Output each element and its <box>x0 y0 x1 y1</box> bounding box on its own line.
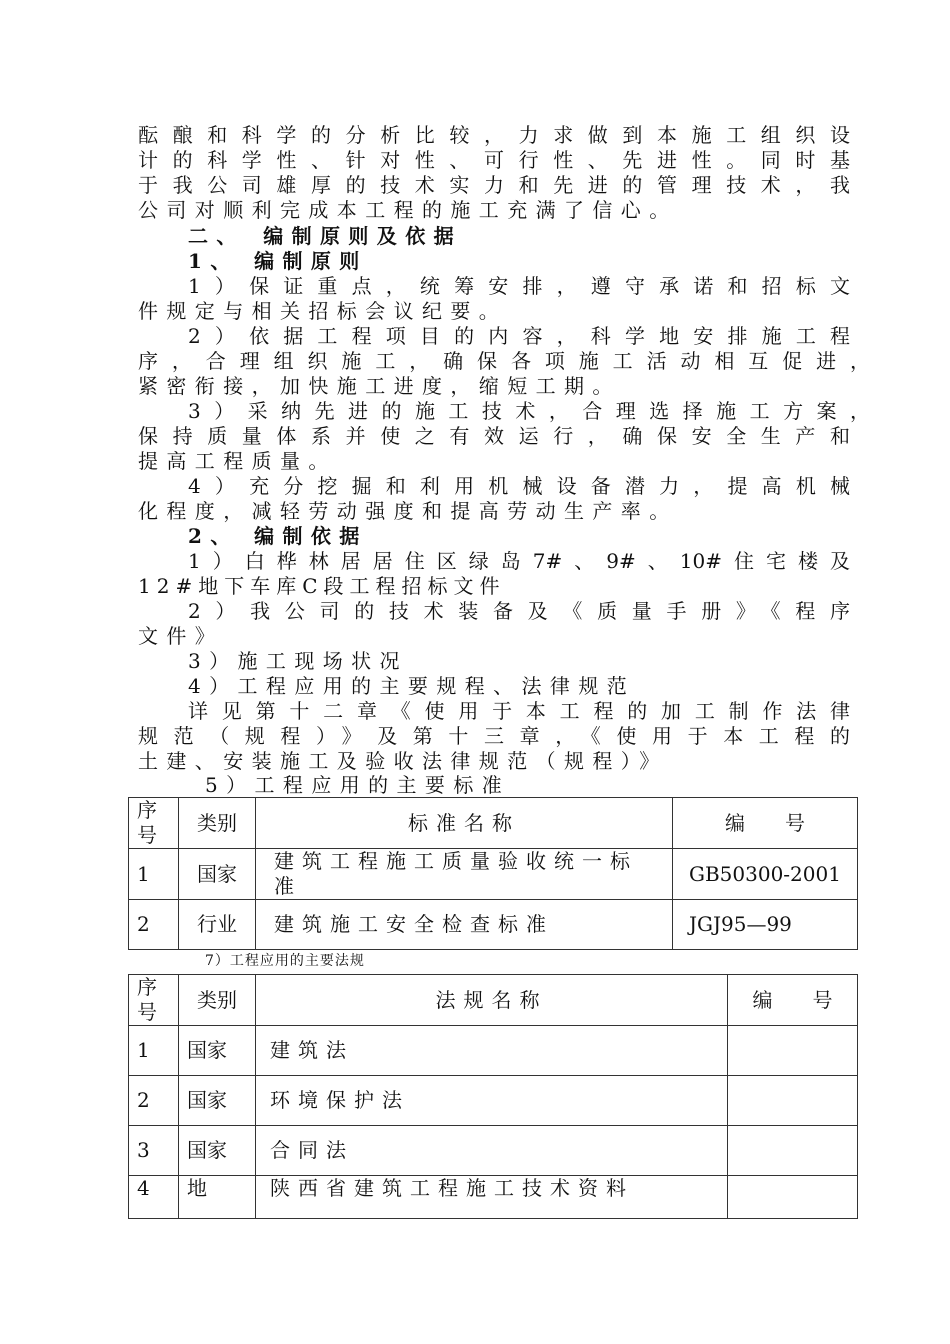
row-code <box>728 1176 858 1219</box>
body-line: 件规定与相关招标会议纪要。 <box>138 299 508 323</box>
body-line: 计的科学性、针对性、可行性、先进性。同时基 <box>138 148 850 172</box>
row-name: 建筑施工安全检查标准 <box>256 900 673 950</box>
body-line: 2）依据工程项目的内容，科学地安排施工程 <box>188 324 850 348</box>
row-code <box>728 1026 858 1076</box>
row-category: 国家 <box>179 1076 256 1126</box>
body-line: 于我公司雄厚的技术实力和先进的管理技术，我 <box>138 173 850 197</box>
laws-table <box>128 974 858 1219</box>
row-category: 地 <box>179 1176 256 1219</box>
row-no: 3 <box>129 1126 179 1176</box>
subsection-heading: 2、 编制依据 <box>188 524 368 548</box>
subsection-heading: 1、 编制原则 <box>188 249 368 273</box>
row-name: 陕西省建筑工程施工技术资料 <box>256 1176 728 1219</box>
row-code: GB50300-2001 <box>673 849 858 900</box>
table-row <box>129 1126 858 1176</box>
header-category: 类别 <box>179 975 256 1026</box>
body-line: 4）充分挖掘和利用机械设备潜力，提高机械 <box>188 474 850 498</box>
row-code <box>728 1076 858 1126</box>
header-name: 法规名称 <box>256 975 728 1026</box>
section-heading: 二、 编制原则及依据 <box>188 224 462 248</box>
body-line: 保持质量体系并使之有效运行，确保安全生产和 <box>138 424 850 448</box>
body-line: 提高工程质量。 <box>138 449 337 473</box>
header-category: 类别 <box>179 798 256 849</box>
row-name: 建筑工程施工质量验收统一标准 <box>256 849 673 900</box>
row-category: 国家 <box>179 1026 256 1076</box>
row-no: 2 <box>129 900 179 950</box>
body-line: 12#地下车库C段工程招标文件 <box>138 574 506 598</box>
body-line: 1）保证重点，统筹安排，遵守承诺和招标文 <box>188 274 850 298</box>
table-row <box>129 1026 858 1076</box>
body-line: 1）白桦林居居住区绿岛7#、9#、10#住宅楼及 <box>188 549 850 573</box>
row-no: 2 <box>129 1076 179 1126</box>
table-row <box>129 900 858 950</box>
row-code <box>728 1126 858 1176</box>
header-no: 序号 <box>129 975 179 1026</box>
row-category: 国家 <box>179 1126 256 1176</box>
body-line: 文件》 <box>138 624 224 648</box>
row-no: 1 <box>129 1026 179 1076</box>
table-row <box>129 1076 858 1126</box>
table-row <box>129 1176 858 1219</box>
body-line: 详见第十二章《使用于本工程的加工制作法律 <box>188 699 850 723</box>
body-line: 酝酿和科学的分析比较，力求做到本施工组织设 <box>138 123 850 147</box>
body-line: 紧密衔接，加快施工进度，缩短工期。 <box>138 374 621 398</box>
header-code: 编 号 <box>728 975 858 1026</box>
header-code: 编 号 <box>673 798 858 849</box>
table-caption: 7）工程应用的主要法规 <box>205 953 365 969</box>
row-code: JGJ95—99 <box>673 900 858 950</box>
row-category: 行业 <box>179 900 256 950</box>
row-name: 建筑法 <box>256 1026 728 1076</box>
body-line: 序，合理组织施工，确保各项施工活动相互促进， <box>138 349 870 373</box>
body-line: 3）施工现场状况 <box>188 649 408 673</box>
table-caption: 5）工程应用的主要标准 <box>205 773 511 797</box>
table-header-row <box>129 798 858 849</box>
body-line: 3）采纳先进的施工技术，合理选择施工方案， <box>188 399 870 423</box>
header-no: 序号 <box>129 798 179 849</box>
body-line: 公司对顺利完成本工程的施工充满了信心。 <box>138 198 678 222</box>
body-line: 4）工程应用的主要规程、法律规范 <box>188 674 636 698</box>
standards-table <box>128 797 858 950</box>
body-line: 2）我公司的技术装备及《质量手册》《程序 <box>188 599 850 623</box>
header-name: 标准名称 <box>256 798 673 849</box>
body-line: 化程度，减轻劳动强度和提高劳动生产率。 <box>138 499 678 523</box>
row-name: 环境保护法 <box>256 1076 728 1126</box>
row-category: 国家 <box>179 849 256 900</box>
row-no: 4 <box>129 1176 179 1219</box>
body-line: 规范（规程）》及第十三章，《使用于本工程的 <box>138 724 850 748</box>
body-line: 土建、安装施工及验收法律规范（规程）》 <box>138 749 668 773</box>
row-name: 合同法 <box>256 1126 728 1176</box>
row-no: 1 <box>129 849 179 900</box>
table-row <box>129 849 858 900</box>
table-header-row <box>129 975 858 1026</box>
